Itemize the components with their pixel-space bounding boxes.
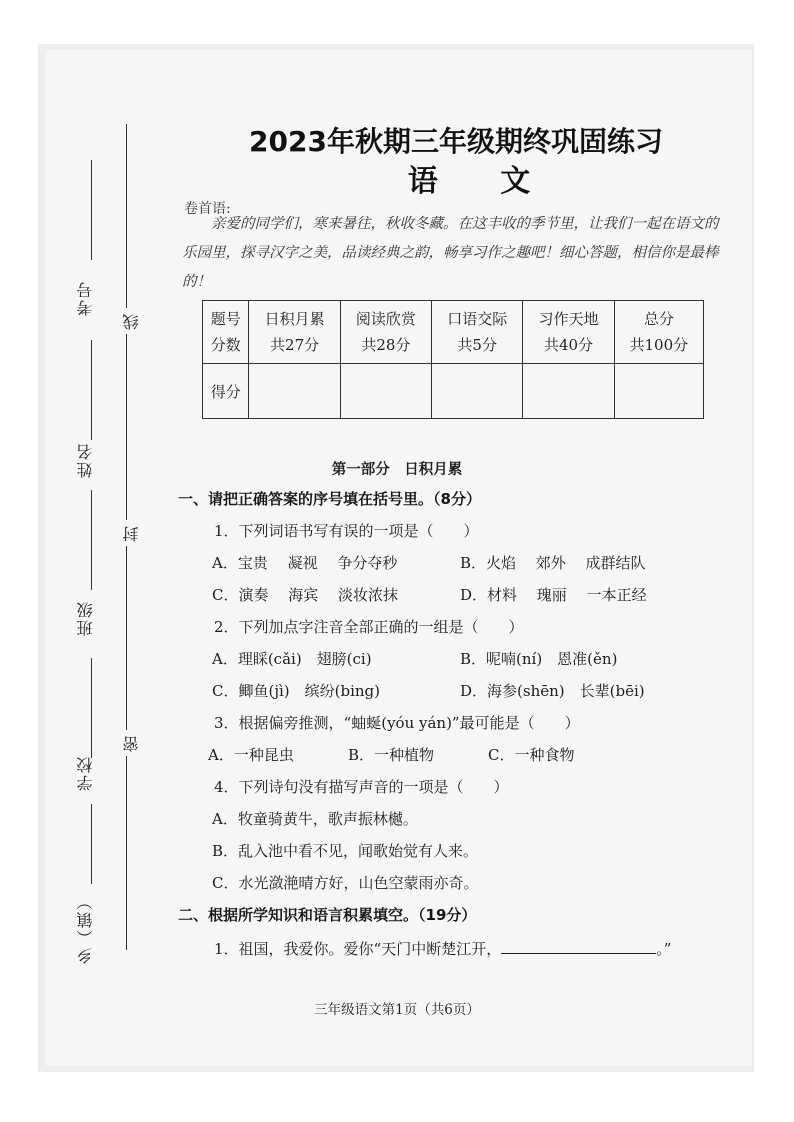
q1-2-option-a: A．理睬(cǎi) 翅膀(ci) bbox=[212, 650, 372, 668]
q1-2-option-c: C．鲫鱼(jì) 缤纷(bing) bbox=[212, 682, 380, 700]
exam-sheet bbox=[46, 50, 752, 1066]
field-banji: 班级 bbox=[76, 600, 95, 636]
question-1-heading: 一、请把正确答案的序号填在括号里。（8分） bbox=[178, 490, 481, 508]
q1-1-option-c: C．演奏 海宾 淡妆浓抹 bbox=[212, 586, 399, 604]
blank-xuexiao bbox=[91, 658, 92, 758]
q1-2-option-d: D．海参(shēn) 长辈(bēi) bbox=[460, 682, 645, 700]
q1-3-option-b: B．一种植物 bbox=[348, 746, 435, 764]
q1-item-4: 4．下列诗句没有描写声音的一项是（ ） bbox=[214, 778, 509, 796]
score-header-rijiyuelei: 日积月累 共27分 bbox=[249, 301, 340, 364]
q1-1-option-b: B．火焰 郊外 成群结队 bbox=[460, 554, 646, 572]
photo-frame bbox=[38, 44, 754, 1072]
field-kaohao: 考号 bbox=[76, 280, 95, 316]
question-2-heading: 二、根据所学知识和语言积累填空。（19分） bbox=[178, 906, 477, 924]
exam-title: 2023年秋期三年级期终巩固练习 bbox=[249, 125, 663, 158]
score-header-zongfen: 总分 共100分 bbox=[614, 301, 703, 364]
q1-4-option-a: A．牧童骑黄牛，歌声振林樾。 bbox=[212, 810, 418, 828]
score-cell[interactable] bbox=[614, 364, 703, 419]
q1-3-option-a: A．一种昆虫 bbox=[208, 746, 294, 764]
seal-mark-mi: 密 bbox=[120, 730, 143, 756]
answer-blank[interactable] bbox=[501, 939, 656, 954]
q1-2-option-b: B．呢喃(ní) 恩准(ěn) bbox=[460, 650, 618, 668]
blank-xingming bbox=[91, 340, 92, 440]
q1-4-option-c: C．水光潋滟晴方好，山色空蒙雨亦奇。 bbox=[212, 874, 479, 892]
preface-label: 卷首语: bbox=[184, 201, 231, 217]
seal-mark-feng: 封 bbox=[120, 520, 143, 546]
section-title: 第一部分 日积月累 bbox=[331, 462, 463, 478]
preface-text: 亲爱的同学们，寒来暑往，秋收冬藏。在这丰收的季节里，让我们一起在语文的乐园里，探寻汉字之美，品读经典之韵，畅享习作之趣吧！细心答题，相信你是最棒的！ bbox=[182, 216, 719, 290]
score-header-xizuo: 习作天地 共40分 bbox=[523, 301, 614, 364]
q2-item-1: 1．祖国，我爱你。爱你“天门中断楚江开， 。” bbox=[214, 940, 672, 958]
field-xiangzhen: 乡（镇） bbox=[76, 892, 95, 964]
blank-xiangzhen bbox=[91, 804, 92, 884]
q1-item-2: 2．下列加点字注音全部正确的一组是（ ） bbox=[214, 618, 524, 636]
q1-4-option-b: B．乱入池中看不见，闻歌始觉有人来。 bbox=[212, 842, 479, 860]
q1-1-option-d: D．材料 瑰丽 一本正经 bbox=[460, 586, 647, 604]
score-row-defen-label: 得分 bbox=[203, 364, 249, 419]
score-header-tihao: 题号 分数 bbox=[203, 301, 249, 364]
page-footer: 三年级语文第1页（共6页） bbox=[314, 1002, 480, 1018]
q1-1-option-a: A．宝贵 凝视 争分夺秒 bbox=[212, 554, 398, 572]
q1-3-option-c: C．一种食物 bbox=[488, 746, 575, 764]
q1-item-1: 1．下列词语书写有误的一项是（ ） bbox=[214, 522, 479, 540]
score-cell[interactable] bbox=[249, 364, 340, 419]
q1-item-3: 3．根据偏旁推测，“蚰蜒(yóu yán)”最可能是（ ） bbox=[214, 714, 580, 732]
blank-kaohao bbox=[91, 160, 92, 260]
score-table bbox=[202, 300, 704, 419]
seal-mark-xian: 线 bbox=[120, 308, 143, 334]
score-header-kouyu: 口语交际 共5分 bbox=[432, 301, 523, 364]
subject-title: 语 文 bbox=[407, 164, 557, 199]
score-cell[interactable] bbox=[432, 364, 523, 419]
blank-banji bbox=[91, 490, 92, 590]
score-cell[interactable] bbox=[340, 364, 431, 419]
score-header-yuedu: 阅读欣赏 共28分 bbox=[340, 301, 431, 364]
field-xuexiao: 学校 bbox=[76, 755, 95, 791]
score-cell[interactable] bbox=[523, 364, 614, 419]
field-xingming: 姓名 bbox=[76, 442, 95, 478]
